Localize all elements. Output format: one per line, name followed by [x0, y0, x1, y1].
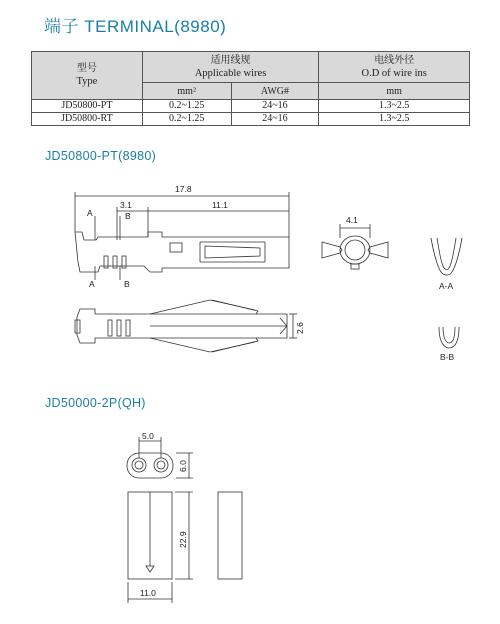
- cell-awg: 24~16: [231, 113, 319, 126]
- terminal-side-view: [75, 232, 289, 272]
- dim-height-top: 6.0: [178, 460, 188, 472]
- header-od: 电线外径 O.D of wire ins: [319, 52, 470, 83]
- terminal-top-view: [75, 300, 297, 352]
- section-title-qh: JD50000-2P(QH): [45, 396, 146, 410]
- cell-type: JD50800-RT: [32, 113, 143, 126]
- header-type: 型号 Type: [32, 52, 143, 100]
- dim-height: 2.6: [295, 322, 305, 334]
- side-view-dimensions: [75, 192, 289, 280]
- cell-od: 1.3~2.5: [319, 113, 470, 126]
- cell-mm2: 0.2~1.25: [142, 113, 231, 126]
- header-awg: AWG#: [231, 83, 319, 100]
- label-a-bottom: A: [89, 279, 95, 289]
- header-applicable-wires: 适用线规 Applicable wires: [142, 52, 319, 83]
- label-b-top: B: [125, 211, 131, 221]
- cell-type: JD50800-PT: [32, 100, 143, 113]
- terminal-end-view: [322, 224, 388, 269]
- dim-overall-length: 17.8: [175, 184, 192, 194]
- cell-od: 1.3~2.5: [319, 100, 470, 113]
- dim-width: 4.1: [346, 215, 358, 225]
- page-title: 端子 TERMINAL(8980): [44, 17, 227, 36]
- header-mm2: mm²: [142, 83, 231, 100]
- header-mm: mm: [319, 83, 470, 100]
- dim-3-1: 3.1: [120, 200, 132, 210]
- section-aa-view: [431, 238, 462, 275]
- label-section-aa: A-A: [439, 281, 454, 291]
- housing-side-view: [218, 492, 242, 579]
- section-bb-view: [439, 327, 459, 348]
- label-section-bb: B-B: [440, 352, 455, 362]
- dim-height-housing: 22.9: [178, 531, 188, 548]
- section-title-pt: JD50800-PT(8980): [45, 149, 157, 163]
- cell-mm2: 0.2~1.25: [142, 100, 231, 113]
- dim-width-bottom: 11.0: [140, 588, 156, 598]
- label-b-bottom: B: [124, 279, 130, 289]
- dim-width-top: 5.0: [142, 431, 154, 441]
- label-a-top: A: [87, 208, 93, 218]
- cell-awg: 24~16: [231, 100, 319, 113]
- dim-11-1: 11.1: [212, 200, 228, 210]
